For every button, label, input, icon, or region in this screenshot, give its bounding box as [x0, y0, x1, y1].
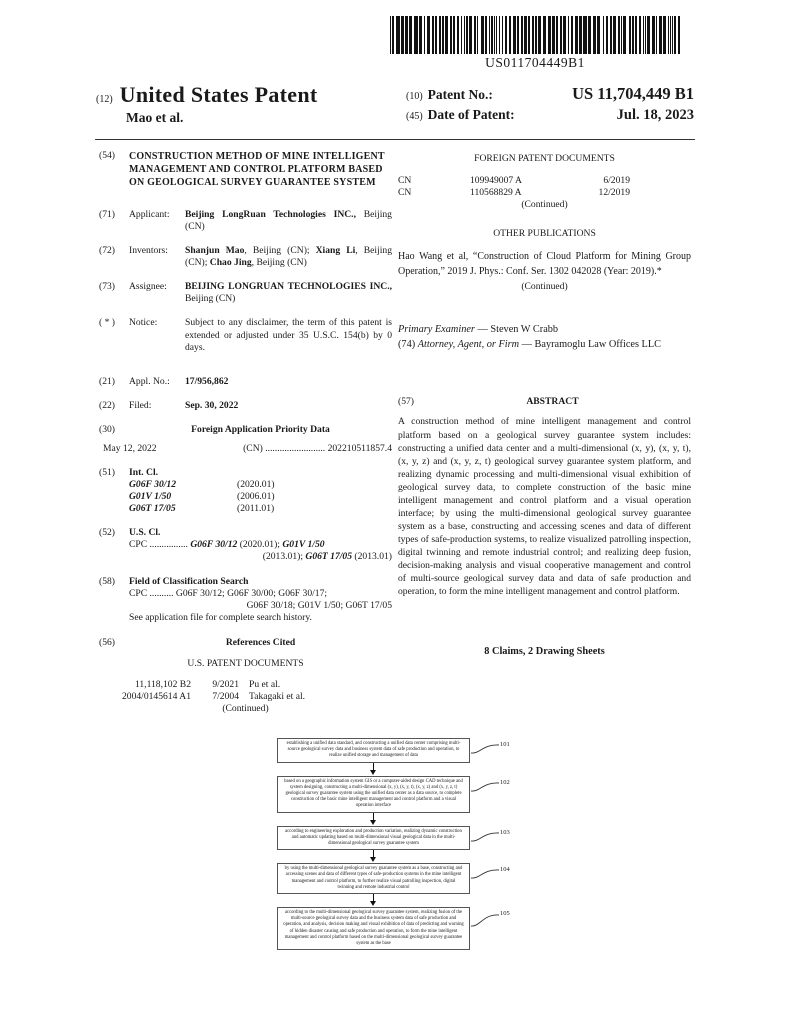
inventors-value [185, 245, 392, 269]
applicant-location: Beijing (CN) [185, 209, 392, 233]
filed-value: Sep. 30, 2022 [185, 399, 239, 411]
header-right [406, 84, 694, 127]
inventor-location: , Beijing (CN) [251, 257, 307, 269]
foreign-number: 109949007 A [470, 175, 522, 187]
invention-title: CONSTRUCTION METHOD OF MINE INTELLIGENT MANAGEMENT AND CONTROL PLATFORM BASED ON GEOLOGICAL SURVEY GUARANTEE SYSTEM [129, 151, 385, 188]
left-column [99, 150, 392, 715]
notice-field-code: ( * ) [99, 317, 115, 329]
header-left [96, 82, 318, 126]
priority-heading: Foreign Application Priority Data [191, 423, 330, 435]
us-cl-cpc-line2 [129, 551, 392, 563]
reference-row [99, 679, 392, 691]
flowchart-step [277, 863, 522, 894]
cpc-code: G06T 17/05 [305, 551, 353, 563]
assignee-value [185, 281, 392, 305]
applicant-label: Applicant: [129, 209, 170, 220]
appl-no-field-code: (21) [99, 375, 115, 387]
abstract-heading-row [398, 396, 691, 408]
priority-field-code: (30) [99, 423, 115, 435]
field-search-note: See application file for complete search history. [129, 611, 312, 623]
reference-date: 9/2021 [212, 679, 239, 691]
barcode-text: US011704449B1 [485, 55, 585, 70]
field-of-search-label: Field of Classification Search [129, 575, 249, 587]
cpc-code: G01V 1/50 [282, 539, 325, 551]
priority-entry: (CN) ......................... 202210511857.4 [243, 442, 392, 454]
notice-text: Subject to any disclaimer, the term of this patent is extended or adjusted under 35 U.S.C. 154(b) by 0 days. [185, 317, 392, 353]
us-cl-label: U.S. Cl. [129, 527, 161, 539]
flowchart-box-103: according to engineering exploration and production variation, realizing dynamic construction and automatic updating based on multi-dimensional visual geological data in the multi-dimensional geological survey guarantee system [277, 826, 470, 851]
field-of-search-code: (58) [99, 575, 115, 587]
abstract-text: A construction method of mine intelligent management and control platform based on a geological survey guarantee system includes: constructing a unified data center and a multi-dimensional (x, y), (x, y, t), (x, y, z) and (x, y, z, t) geological survey guarantee system platform, and realizing dynamic processing and multi-dimensional visual exhibition of geological survey data, to complete construction of the basic mine intelligent management and control platform and a visual operation interface; by using the multi-dimensional geological survey guarantee system as a base, constructing and accessing scenes and data of different types of safe-production systems, to realize visualized patrolling inspection, digital twinning and remote industrial control; and realizing deep fusion, decision-making analysis and visual cooperative management and control of multi-source geological survey data and data of safe production and operation, to form the mine intelligent management and control platform. [398, 416, 691, 598]
flowchart-step [277, 738, 522, 763]
country-code: CN [398, 175, 412, 187]
inventor-location: , Beijing (CN); [185, 245, 392, 269]
attorney-field-code: (74) [398, 339, 416, 351]
applicant-row [99, 209, 392, 233]
inventors-label: Inventors: [129, 245, 168, 257]
cpc-leader: CPC ................ [129, 539, 191, 551]
reference-numeral-105: 105 [500, 910, 510, 918]
patent-no-field-code: (10) [406, 91, 423, 102]
examiner-line [398, 324, 691, 337]
title-field-code: (54) [99, 150, 115, 161]
notice-label: Notice: [129, 317, 158, 329]
claims-drawing-sheets-line: 8 Claims, 2 Drawing Sheets [484, 646, 605, 658]
priority-entry-row [103, 443, 392, 455]
other-publication-citation: Hao Wang et al, “Construction of Cloud Platform for Mining Group Operation,” 2019 J. Phys.: Conf. Ser. 1302 042028 (Year: 2019).* [398, 251, 691, 277]
appl-no-row [99, 376, 392, 388]
references-heading-row [99, 637, 392, 649]
field-cpc-line2: G06F 30/18; G01V 1/50; G06T 17/05 [246, 599, 392, 611]
filed-label: Filed: [129, 399, 152, 411]
reference-numeral-103: 103 [500, 828, 510, 836]
flowchart-box-101: establishing a unified data standard, and constructing a unified data center comprising multi-source geological survey data and business system data of safe production and operation, to realize unified storage and management of data [277, 738, 470, 763]
patent-no-value: US 11,704,449 B1 [572, 84, 694, 103]
cpc-code: G06F 30/12 [190, 539, 238, 551]
foreign-number: 110568829 A [470, 187, 522, 199]
int-cl-year: (2006.01) [237, 491, 275, 503]
leader-line-icon [470, 741, 500, 755]
flowchart-box-102: based on a geographic information system GIS or a computer-aided design CAD technique and system designing, constructing a multi-dimensional (x, y), (x, y, t), (x, y, z) and (x, y, z, t) geological survey guarantee system using the unified data center as a data source, to complete construction of the basic mine intelligent management and control platform and a visual operation interface [277, 776, 470, 813]
priority-date: May 12, 2022 [103, 442, 157, 454]
applicant-field-code: (71) [99, 209, 115, 220]
reference-number: 2004/0145614 A1 [121, 691, 191, 703]
cpc-year: (2013.01); [262, 551, 306, 563]
foreign-reference-row [398, 175, 691, 187]
down-arrow-icon [277, 813, 470, 826]
assignee-location: Beijing (CN) [185, 293, 236, 305]
attorney-line [398, 339, 691, 352]
inventor-location: , Beijing (CN); [244, 245, 316, 257]
reference-numeral-104: 104 [500, 866, 510, 874]
int-cl-code: G01V 1/50 [129, 491, 172, 503]
int-cl-year: (2011.01) [237, 503, 275, 515]
foreign-date: 6/2019 [603, 175, 630, 187]
foreign-reference-row [398, 187, 691, 199]
inventors-row [99, 245, 392, 269]
leader-line-icon [470, 829, 500, 843]
abstract-heading: ABSTRACT [526, 396, 579, 408]
references-field-code: (56) [99, 636, 115, 648]
other-publications-heading: OTHER PUBLICATIONS [493, 228, 596, 240]
foreign-patent-documents-heading: FOREIGN PATENT DOCUMENTS [474, 153, 615, 164]
cpc-year: (2020.01); [237, 539, 283, 551]
assignee-label: Assignee: [129, 281, 167, 293]
leader-line-icon [470, 866, 500, 880]
applicant-name: Beijing LongRuan Technologies INC., [185, 209, 356, 220]
flowchart-step [277, 826, 522, 851]
barcode [386, 16, 684, 71]
inventor-name: Shanjun Mao [185, 245, 245, 257]
reference-date: 7/2004 [212, 691, 239, 703]
leader-line-icon [470, 910, 500, 928]
appl-no-label: Appl. No.: [129, 375, 170, 387]
references-continued: (Continued) [222, 703, 269, 715]
barcode-image [386, 16, 684, 54]
appl-no-value: 17/956,862 [185, 375, 229, 387]
inventor-name: Chao Jing [209, 257, 252, 269]
reference-numeral-101: 101 [500, 741, 510, 748]
us-cl-field-code: (52) [99, 527, 115, 539]
leader-line-icon [470, 779, 500, 793]
header-divider [95, 139, 695, 140]
reference-name: Pu et al. [249, 679, 281, 691]
reference-row [99, 691, 392, 703]
reference-numeral-102: 102 [500, 778, 510, 786]
country-code: CN [398, 187, 412, 199]
other-publications-continued: (Continued) [521, 281, 568, 293]
notice-row [99, 317, 392, 353]
patent-no-label: Patent No.: [427, 87, 493, 102]
primary-examiner-value: — Steven W Crabb [474, 324, 559, 336]
flowchart-figure [277, 738, 522, 950]
us-cl-row [99, 527, 392, 563]
down-arrow-icon [277, 850, 470, 863]
filed-field-code: (22) [99, 399, 115, 411]
date-of-patent-value: Jul. 18, 2023 [616, 107, 694, 123]
flowchart-box-104: by using the multi-dimensional geological survey guarantee system as a base, constructing and accessing scenes and data of different types of safe-production systems in the mine intelligent management and control platform, to further realize visual patrolling inspection, digital twinning and remote industrial control [277, 863, 470, 894]
int-cl-label: Int. Cl. [129, 467, 159, 479]
flowchart-box-105: according to the multi-dimensional geological survey guarantee system, realizing fusion of the multi-source geological survey data and the business system data of safe production and operation, and analysis, decision making and visual exhibition of data of predicting and warning of hidden disaster causing and safe production and operation, to form the mine intelligent management and control platform based on the multi-dimensional geological survey guarantee system as the base [277, 907, 470, 950]
int-cl-code: G06T 17/05 [129, 503, 176, 515]
document-kind-label: United States Patent [119, 82, 318, 107]
cpc-year: (2013.01) [352, 551, 392, 563]
inventor-short-name: Mao et al. [126, 110, 184, 125]
flowchart-step [277, 907, 522, 950]
inventors-field-code: (72) [99, 245, 115, 257]
us-cl-cpc-line1 [129, 539, 392, 551]
abstract-field-code: (57) [398, 396, 414, 408]
int-cl-code: G06F 30/12 [129, 479, 176, 491]
primary-examiner-label: Primary Examiner [398, 324, 475, 336]
down-arrow-icon [277, 763, 470, 776]
assignee-name: BEIJING LONGRUAN TECHNOLOGIES INC., [185, 281, 392, 293]
field-of-search-row [99, 576, 392, 624]
int-cl-year: (2020.01) [237, 479, 275, 491]
applicant-value [185, 209, 392, 233]
date-field-code: (45) [406, 111, 423, 122]
reference-number: 11,118,102 B2 [134, 679, 191, 691]
foreign-continued: (Continued) [521, 199, 568, 211]
attorney-value: — Bayramoglu Law Offices LLC [519, 339, 662, 351]
attorney-label: Attorney, Agent, or Firm [417, 339, 520, 351]
field-cpc-line1: CPC .......... G06F 30/12; G06F 30/00; G06F 30/17; [129, 587, 328, 599]
references-heading: References Cited [225, 636, 296, 648]
date-of-patent-label: Date of Patent: [427, 107, 515, 122]
foreign-date: 12/2019 [598, 187, 630, 199]
right-column [398, 153, 691, 659]
int-cl-row [99, 467, 392, 515]
flowchart-step [277, 776, 522, 813]
reference-name: Takagaki et al. [249, 691, 306, 703]
down-arrow-icon [277, 894, 470, 907]
inventor-name: Xiang Li [315, 245, 356, 257]
priority-heading-row [99, 424, 392, 436]
filed-row [99, 400, 392, 412]
assignee-row [99, 281, 392, 305]
int-cl-field-code: (51) [99, 467, 115, 479]
assignee-field-code: (73) [99, 281, 115, 293]
us-patent-documents-heading: U.S. PATENT DOCUMENTS [187, 657, 304, 669]
kind-code-number: (12) [96, 94, 113, 105]
